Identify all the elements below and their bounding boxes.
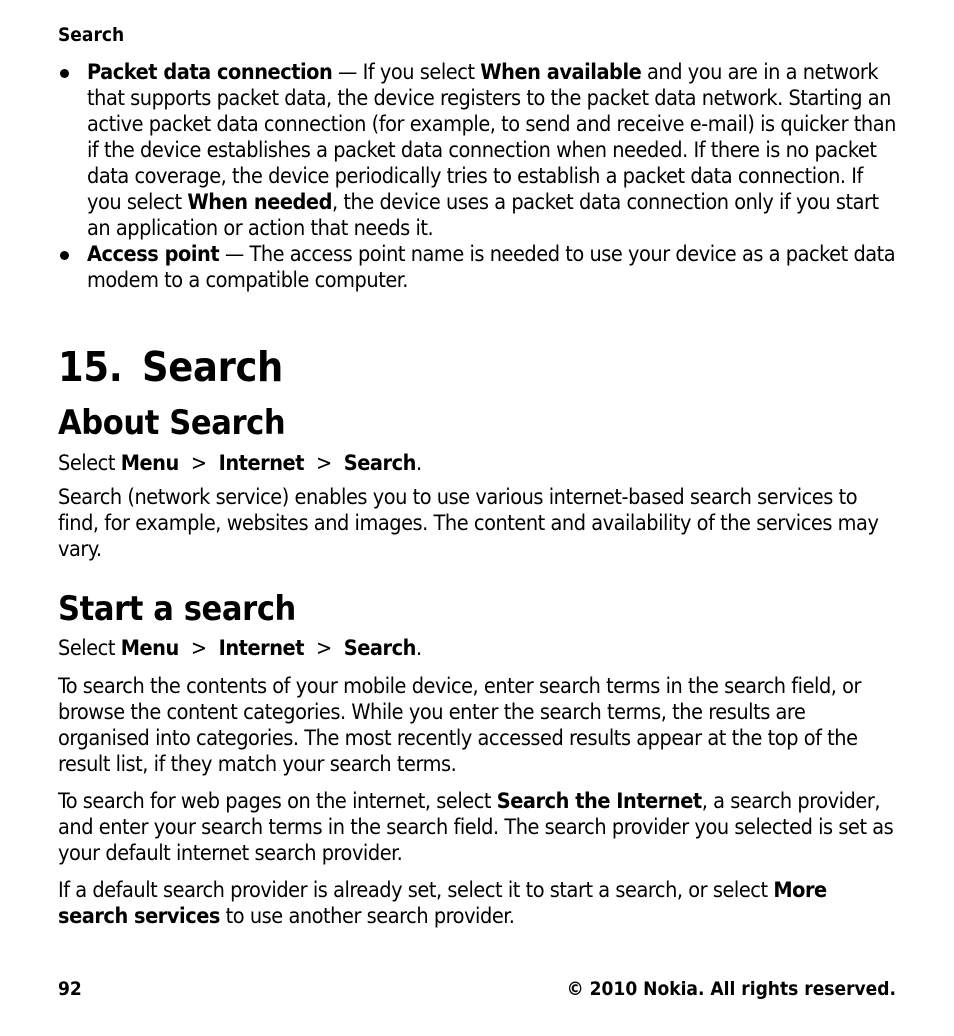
chapter-name: Search <box>142 343 283 391</box>
about-description: Search (network service) enables you to use various internet-based search services to find, for example, websites and images. The content and availability of the services may vary. <box>58 485 879 562</box>
path-prefix: Select <box>58 451 121 476</box>
menu-path-item: Search <box>343 636 416 661</box>
menu-path-item: Search <box>343 451 416 476</box>
menu-path-start <box>58 636 896 662</box>
list-item-access-point <box>58 242 896 294</box>
start-paragraph-2 <box>58 789 896 867</box>
menu-path-item: Internet <box>218 636 305 661</box>
menu-path-item: Menu <box>120 636 179 661</box>
path-separator: > <box>316 636 332 661</box>
paragraph-text: To search for web pages on the internet, select <box>58 789 497 814</box>
chapter-number: 15. <box>58 343 123 391</box>
path-separator: > <box>316 451 332 476</box>
path-end: . <box>415 636 422 661</box>
menu-path-about <box>58 451 896 477</box>
option-more-search-services: More search services <box>58 878 827 929</box>
paragraph-text: to use another search provider. <box>219 904 515 929</box>
document-page <box>58 0 896 1036</box>
page-number: 92 <box>58 978 82 1000</box>
path-separator: > <box>190 636 207 661</box>
start-paragraph-1: To search the contents of your mobile device, enter search terms in the search field, or browse the content categories. While you enter the search terms, the results are organised into categories. The most recently accessed results appear at the top of the result list, if they match your search terms. <box>58 674 862 777</box>
section-heading-about: About Search <box>58 403 286 443</box>
term-packet-data-connection: Packet data connection <box>87 60 333 85</box>
path-prefix: Select <box>58 636 121 661</box>
paragraph-text: , a search provider, and enter your search terms in the search field. The search provider you selected is set as your default internet search provider. <box>58 789 894 866</box>
section-heading-start: Start a search <box>58 589 296 629</box>
option-search-the-internet: Search the Internet <box>496 789 702 814</box>
bullet-icon <box>60 69 69 78</box>
option-when-needed: When needed <box>187 190 332 215</box>
bullet-icon <box>60 251 69 260</box>
path-separator: > <box>190 451 207 476</box>
list-text: and you are in a network that supports packet data, the device registers to the packet data network. Starting an active packet data connection (for example, to send and receive e-mail) is quicker than if the device establishes a packet data connection when needed. If there is no packet data coverage, the device periodically tries to establish a packet data connection. If you select <box>87 60 896 215</box>
option-when-available: When available <box>480 60 642 85</box>
paragraph-text: If a default search provider is already set, select it to start a search, or select <box>58 878 774 903</box>
running-header: Search <box>58 24 125 46</box>
copyright-notice: © 2010 Nokia. All rights reserved. <box>566 978 896 1000</box>
term-access-point: Access point <box>87 242 220 267</box>
settings-list <box>58 60 896 294</box>
menu-path-item: Internet <box>218 451 305 476</box>
start-paragraph-3 <box>58 878 896 930</box>
chapter-title <box>58 343 283 391</box>
list-item-packet-data <box>58 60 896 242</box>
list-text: , the device uses a packet data connection only if you start an application or action that needs it. <box>87 190 879 241</box>
path-end: . <box>415 451 422 476</box>
menu-path-item: Menu <box>120 451 179 476</box>
list-text: — If you select <box>332 60 481 85</box>
list-text: — The access point name is needed to use your device as a packet data modem to a compatible computer. <box>87 242 896 293</box>
